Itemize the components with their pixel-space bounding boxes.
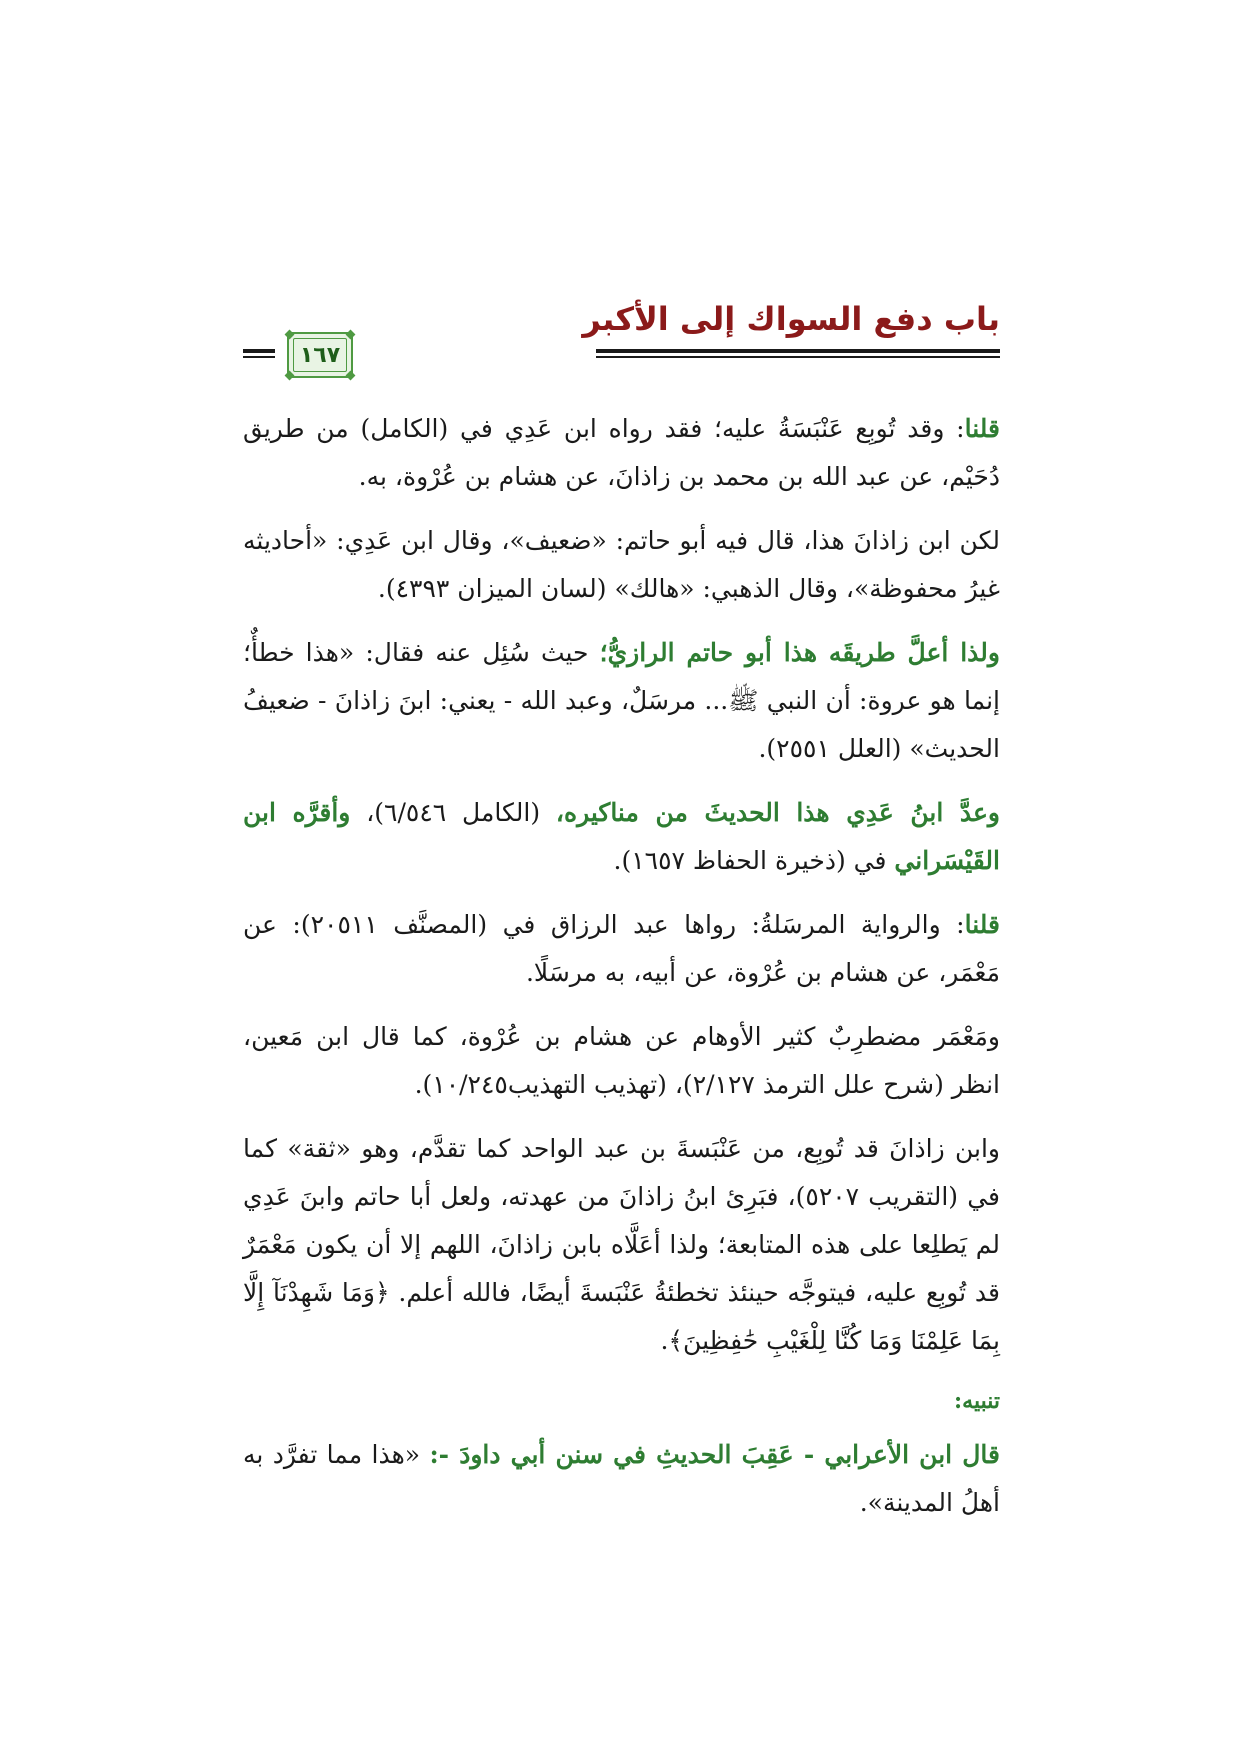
paragraph-4-text: في (ذخيرة الحفاظ ١٦٥٧). (613, 846, 895, 875)
paragraph-5-text: : والرواية المرسَلةُ: رواها عبد الرزاق في (المصنَّف ٢٠٥١١): عن مَعْمَر، عن هشام بن عُرْوة، عن أبيه، به مرسَلًا. (243, 910, 1000, 987)
page-number: ١٦٧ (299, 342, 341, 368)
paragraph-2-text: لكن ابن زاذانَ هذا، قال فيه أبو حاتم: «ضعيف»، وقال ابن عَدِي: «أحاديثه غيرُ محفوظة»، وقال الذهبي: «هالك» (لسان الميزان ٤٣٩٣). (243, 526, 1000, 603)
paragraph-4-mid: (الكامل ٦/٥٤٦)، (350, 798, 556, 827)
paragraph-6-text: ومَعْمَر مضطرِبٌ كثير الأوهام عن هشام بن عُرْوة، كما قال ابن مَعين، انظر (شرح علل الترمذ ٢/١٢٧)، (تهذيب التهذيب١٠/٢٤٥). (243, 1022, 1000, 1099)
paragraph-3-text: حيث سُئِل عنه فقال: «هذا خطأٌ؛ إنما هو عروة: أن النبي ﷺ... مرسَلٌ، وعبد الله - يعني: ابنَ زاذانَ - ضعيفُ الحديث» (العلل ٢٥٥١). (243, 638, 1000, 763)
paragraph-4-lead: وعدَّ ابنُ عَدِي هذا الحديثَ من مناكيره، (555, 798, 1001, 827)
page-number-badge (287, 332, 353, 378)
paragraph-3-lead: ولذا أعلَّ طريقَه هذا أبو حاتم الرازيُّ؛ (599, 638, 1000, 667)
paragraph-1 (243, 405, 1000, 501)
header-rule-left (243, 349, 275, 361)
note-heading: تنبيه: (954, 1388, 1000, 1414)
paragraph-8-text: «هذا مما تفرَّد به أهلُ المدينة». (243, 1440, 1000, 1517)
paragraph-6 (243, 1013, 1000, 1109)
page-header (243, 300, 1000, 390)
paragraph-1-text: : وقد تُوبِع عَنْبَسَةُ عليه؛ فقد رواه ابن عَدِي في (الكامل) من طريق دُحَيْم، عن عبد الله بن محمد بن زاذانَ، عن هشام بن عُرْوة، به. (243, 414, 1000, 491)
paragraph-1-lead: قلنا (964, 414, 1000, 443)
chapter-title: باب دفع السواك إلى الأكبر (582, 300, 1000, 338)
paragraph-5-lead: قلنا (964, 910, 1000, 939)
paragraph-3 (243, 629, 1000, 773)
paragraph-7 (243, 1125, 1000, 1365)
paragraph-7-text: وابن زاذانَ قد تُوبِع، من عَنْبَسةَ بن عبد الواحد كما تقدَّم، وهو «ثقة» كما في (التقريب ٥٢٠٧)، فبَرِئ ابنُ زاذانَ من عهدته، ولعل أبا حاتم وابنَ عَدِي لم يَطلِعا على هذه المتابعة؛ ولذا أعَلَّاه بابن زاذانَ، اللهم إلا أن يكون مَعْمَرٌ قد تُوبِع عليه، فيتوجَّه حينئذ تخطئةُ عَنْبَسةَ أيضًا، فالله أعلم. ﴿وَمَا شَهِدْنَآ إِلَّا بِمَا عَلِمْنَا وَمَا كُنَّا لِلْغَيْبِ حَٰفِظِينَ﴾. (243, 1134, 1000, 1355)
paragraph-2 (243, 517, 1000, 613)
paragraph-5 (243, 901, 1000, 997)
page-body (243, 405, 1000, 1543)
paragraph-4 (243, 789, 1000, 885)
header-rule-right (596, 349, 1000, 361)
paragraph-8 (243, 1431, 1000, 1527)
paragraph-4-lead2: وأقرَّه ابن القَيْسَراني (243, 798, 1000, 875)
paragraph-8-lead: قال ابن الأعرابي - عَقِبَ الحديثِ في سنن أبي داودَ -: (429, 1440, 1000, 1469)
